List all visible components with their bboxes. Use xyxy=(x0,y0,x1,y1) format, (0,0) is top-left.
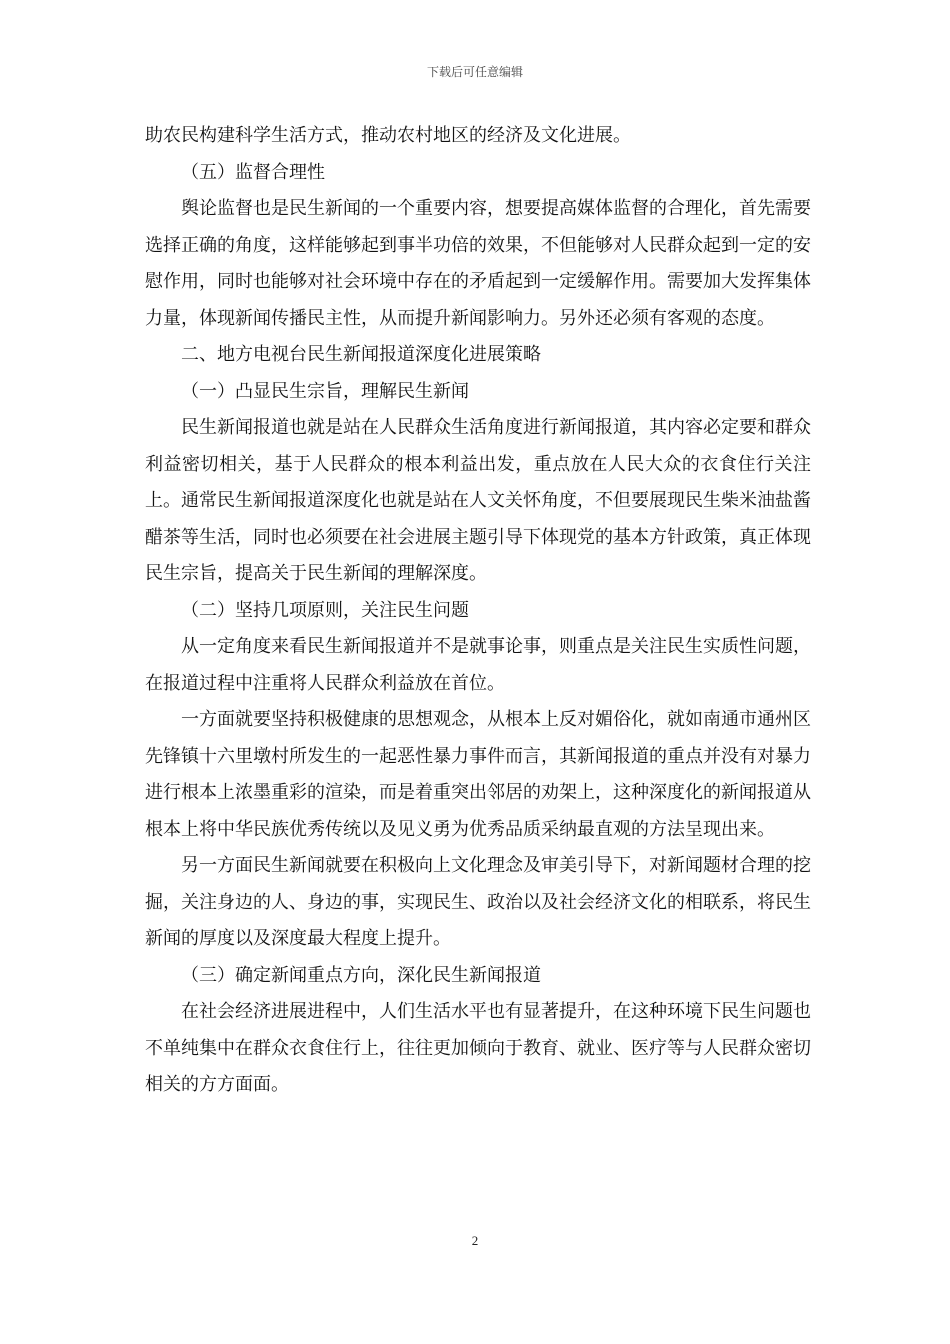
paragraph: 一方面就要坚持积极健康的思想观念，从根本上反对媚俗化，就如南通市通州区先锋镇十六里墩村所发生的一起恶性暴力事件而言，其新闻报道的重点并没有对暴力进行根本上浓墨重彩的渲染，而是着重突出邻居的劝架上，这种深度化的新闻报道从根本上将中华民族优秀传统以及见义勇为优秀品质采纳最直观的方法呈现出来。 xyxy=(145,709,811,840)
paragraph: 舆论监督也是民生新闻的一个重要内容，想要提高媒体监督的合理化，首先需要选择正确的角度，这样能够起到事半功倍的效果，不但能够对人民群众起到一定的安慰作用，同时也能够对社会环境中存在的矛盾起到一定缓解作用。需要加大发挥集体力量，体现新闻传播民主性，从而提升新闻影响力。另外还必须有客观的态度。 xyxy=(145,198,811,329)
subsection-heading: （三）确定新闻重点方向，深化民生新闻报道 xyxy=(181,964,541,986)
section-heading: （五）监督合理性 xyxy=(181,161,325,183)
paragraph: 另一方面民生新闻就要在积极向上文化理念及审美引导下，对新闻题材合理的挖掘，关注身边的人、身边的事，实现民生、政治以及社会经济文化的相联系，将民生新闻的厚度以及深度最大程度上提升。 xyxy=(145,855,811,949)
paragraph: 从一定角度来看民生新闻报道并不是就事论事，则重点是关注民生实质性问题，在报道过程中注重将人民群众利益放在首位。 xyxy=(145,636,811,694)
page-number: 2 xyxy=(471,1233,479,1248)
paragraph: 民生新闻报道也就是站在人民群众生活角度进行新闻报道，其内容必定要和群众利益密切相关，基于人民群众的根本利益出发，重点放在人民大众的衣食住行关注上。通常民生新闻报道深度化也就是站在人文关怀角度，不但要展现民生柴米油盐酱醋茶等生活，同时也必须要在社会进展主题引导下体现党的基本方针政策，真正体现民生宗旨，提高关于民生新闻的理解深度。 xyxy=(145,417,811,584)
paragraph: 在社会经济进展进程中，人们生活水平也有显著提升，在这种环境下民生问题也不单纯集中在群众衣食住行上，往往更加倾向于教育、就业、医疗等与人民群众密切相关的方方面面。 xyxy=(145,1001,811,1095)
subsection-heading: （一）凸显民生宗旨，理解民生新闻 xyxy=(181,380,469,402)
page-header: 下载后可任意编辑 xyxy=(426,65,523,79)
subsection-heading: （二）坚持几项原则，关注民生问题 xyxy=(181,599,469,621)
paragraph: 助农民构建科学生活方式，推动农村地区的经济及文化进展。 xyxy=(145,125,631,146)
section-heading: 二、地方电视台民生新闻报道深度化进展策略 xyxy=(181,344,541,365)
document-body xyxy=(145,118,811,1104)
